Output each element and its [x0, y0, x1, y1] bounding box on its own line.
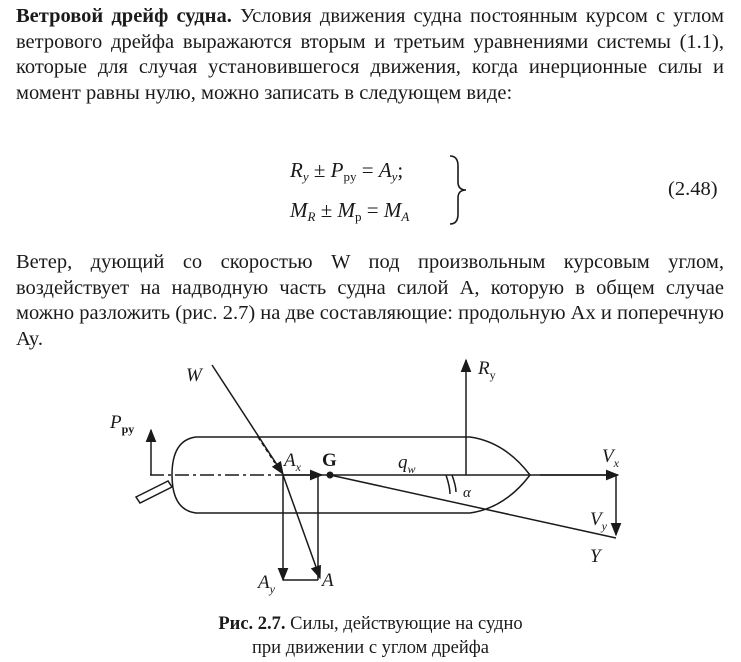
label-ay: $A_y$	[258, 572, 275, 596]
equation-moment-balance	[290, 198, 409, 223]
equation-term: A	[401, 209, 410, 224]
equation-term: M	[337, 198, 355, 222]
equation-term: P	[330, 158, 344, 182]
equation-term: =	[356, 158, 379, 182]
equation-term: py	[343, 169, 357, 184]
center-g	[327, 472, 334, 479]
paragraph-text: Условия движения судна постоянным курсом с углом ветрового дрейфа выражаются вторым и третьим уравнениями системы (1.1), которые для случая установившегося движения, когда инерционные силы и момент равны нулю, можно записать в следующем виде:	[16, 5, 724, 104]
label-ry: $R_y$	[478, 358, 496, 382]
label-w: W	[186, 365, 202, 386]
equation-term: M	[383, 198, 402, 222]
equation-term: ;	[397, 158, 404, 182]
equation-term: =	[361, 198, 384, 222]
figure-caption-line2: при движении с углом дрейфа	[252, 638, 489, 658]
ship-forces-figure	[0, 330, 741, 610]
equation-term: y	[302, 169, 309, 184]
equation-term: R	[307, 209, 316, 224]
equation-term: ±	[315, 198, 338, 222]
label-vy: $V_y$	[590, 509, 607, 533]
equation-brace	[446, 152, 470, 228]
wind-arrow	[212, 365, 283, 474]
paragraph-text: Ветер, дующий со скоростью W под произвольным курсовым углом, воздействует на надводную часть судна силой A, которую в общем случае можно разложить (рис. 2.7) на две составляющие: продольную Ax и поперечную Ay.	[16, 251, 724, 350]
alpha-arc	[452, 475, 456, 492]
label-vx: $V_x$	[602, 446, 619, 470]
label-g: G	[322, 450, 337, 471]
equation-term: ±	[308, 158, 331, 182]
equation-force-balance	[290, 158, 403, 183]
caption-text: Рис. 2.7.	[218, 614, 286, 634]
equation-term: y	[391, 169, 398, 184]
label-alpha: α	[463, 485, 471, 501]
ship-rudder	[136, 481, 172, 503]
figure-caption-line1	[0, 612, 741, 636]
label-ax: $A_x$	[284, 450, 301, 474]
equation-term: M	[290, 198, 308, 222]
label-ppy: $P_{py}$	[110, 412, 135, 436]
label-y: Y	[590, 546, 601, 567]
paragraph-wind-drift	[16, 4, 724, 106]
equation-number: (2.48)	[668, 178, 718, 200]
equation-term: R	[290, 158, 303, 182]
label-qw: $q_w$	[398, 452, 416, 476]
paragraph-heading: Ветровой дрейф судна.	[16, 5, 232, 27]
caption-text: Силы, действующие на судно	[285, 614, 523, 634]
equation-term: A	[378, 158, 392, 182]
label-a: A	[322, 570, 334, 591]
equation-term: p	[354, 209, 362, 224]
a-arrow	[283, 475, 320, 578]
velocity-line	[330, 475, 616, 538]
